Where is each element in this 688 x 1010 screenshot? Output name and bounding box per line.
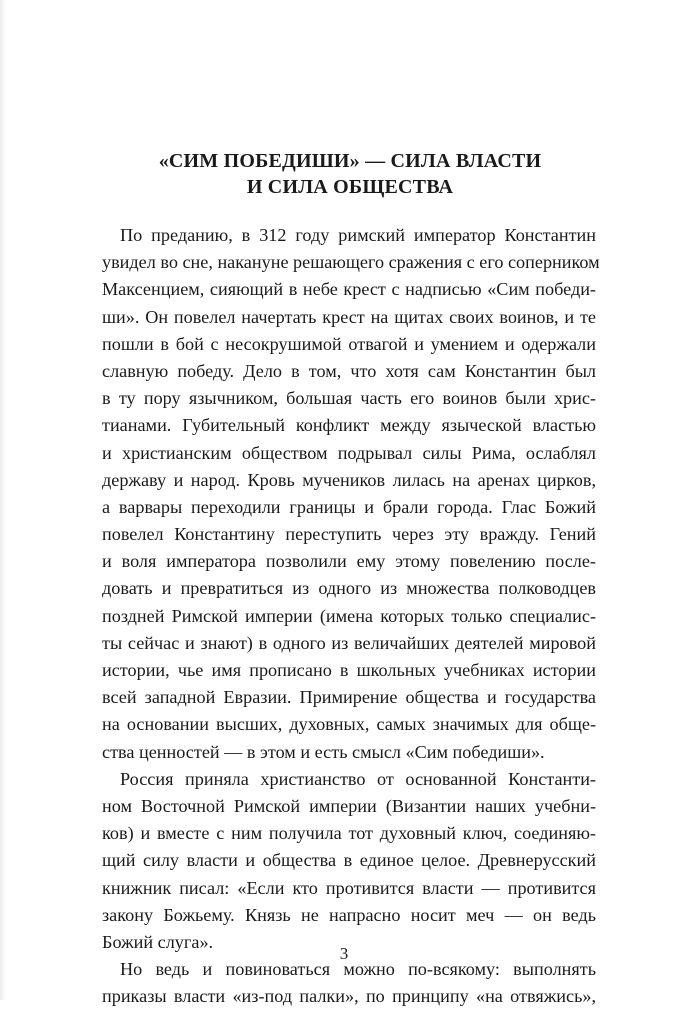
text-line: ков) и вместе с ним получила тот духовный ключ, соединяю- bbox=[102, 823, 596, 844]
text-line: и воля императора позволили ему этому повелению после- bbox=[102, 551, 596, 572]
text-line: тианами. Губительный конфликт между языческой властью bbox=[102, 415, 596, 436]
text-line: и христианским обществом подрывал силы Рима, ослаблял bbox=[102, 442, 596, 463]
body-text bbox=[102, 222, 600, 1010]
text-line: щий силу власти и общества в единое целое. Древнерусский bbox=[102, 850, 596, 871]
text-line: истории, чье имя прописано в школьных учебниках истории bbox=[102, 660, 596, 680]
chapter-title-line-2: И СИЛА ОБЩЕСТВА bbox=[246, 176, 454, 198]
page-edge-shadow bbox=[0, 0, 6, 1000]
text-line: славную победу. Дело в том, что хотя сам Константин был bbox=[102, 360, 596, 381]
text-line: а варвары переходили границы и брали города. Глас Божий bbox=[102, 496, 596, 517]
text-line: ты сейчас и знают) в одного из величайших деятелей мировой bbox=[102, 632, 596, 653]
text-line: книжник писал: «Если кто противится власти — противится bbox=[102, 877, 596, 898]
text-line: державу и народ. Кровь мучеников лилась на аренах цирков, bbox=[102, 469, 596, 490]
text-line: По преданию, в 312 году римский император Константин bbox=[120, 225, 596, 245]
text-line: ства ценностей — в этом и есть смысл «Сим победиши». bbox=[102, 741, 545, 762]
text-line: пошли в бой с несокрушимой отвагой и умением и одержали bbox=[102, 333, 596, 354]
text-line: Россия приняла христианство от основанной Константи- bbox=[120, 768, 596, 789]
text-line: увидел во сне, накануне решающего сражения с его соперником bbox=[102, 252, 600, 273]
text-line: всей западной Евразии. Примирение общества и государства bbox=[102, 687, 596, 708]
text-line: ном Восточной Римской империи (Византии наших учебни- bbox=[102, 795, 596, 816]
text-line: в ту пору язычником, большая часть его воинов были хрис- bbox=[102, 388, 596, 409]
chapter-title-line-1: «СИМ ПОБЕДИШИ» — СИЛА ВЛАСТИ bbox=[158, 150, 542, 172]
text-line: на основании высших, духовных, самых значимых для обще- bbox=[102, 714, 596, 735]
text-line: ши». Он повелел начертать крест на щитах своих воинов, и те bbox=[102, 306, 596, 327]
page-number: 3 bbox=[339, 944, 349, 963]
text-line: приказы власти «из-под палки», по принципу «на отвяжись», bbox=[102, 986, 596, 1007]
text-line: закону Божьему. Князь не напрасно носит меч — он ведь bbox=[102, 904, 596, 925]
text-line: Божий слуга». bbox=[102, 931, 214, 952]
text-line: довать и превратиться из одного из множества полководцев bbox=[102, 578, 596, 599]
text-line: повелел Константину переступить через эту вражду. Гений bbox=[102, 524, 596, 545]
text-line: Максенцием, сияющий в небе крест с надписью «Сим победи- bbox=[102, 279, 596, 300]
text-line: поздней Римской империи (имена которых только специалис- bbox=[102, 605, 596, 626]
text-line: Но ведь и повиноваться можно по-всякому: выполнять bbox=[120, 959, 596, 980]
